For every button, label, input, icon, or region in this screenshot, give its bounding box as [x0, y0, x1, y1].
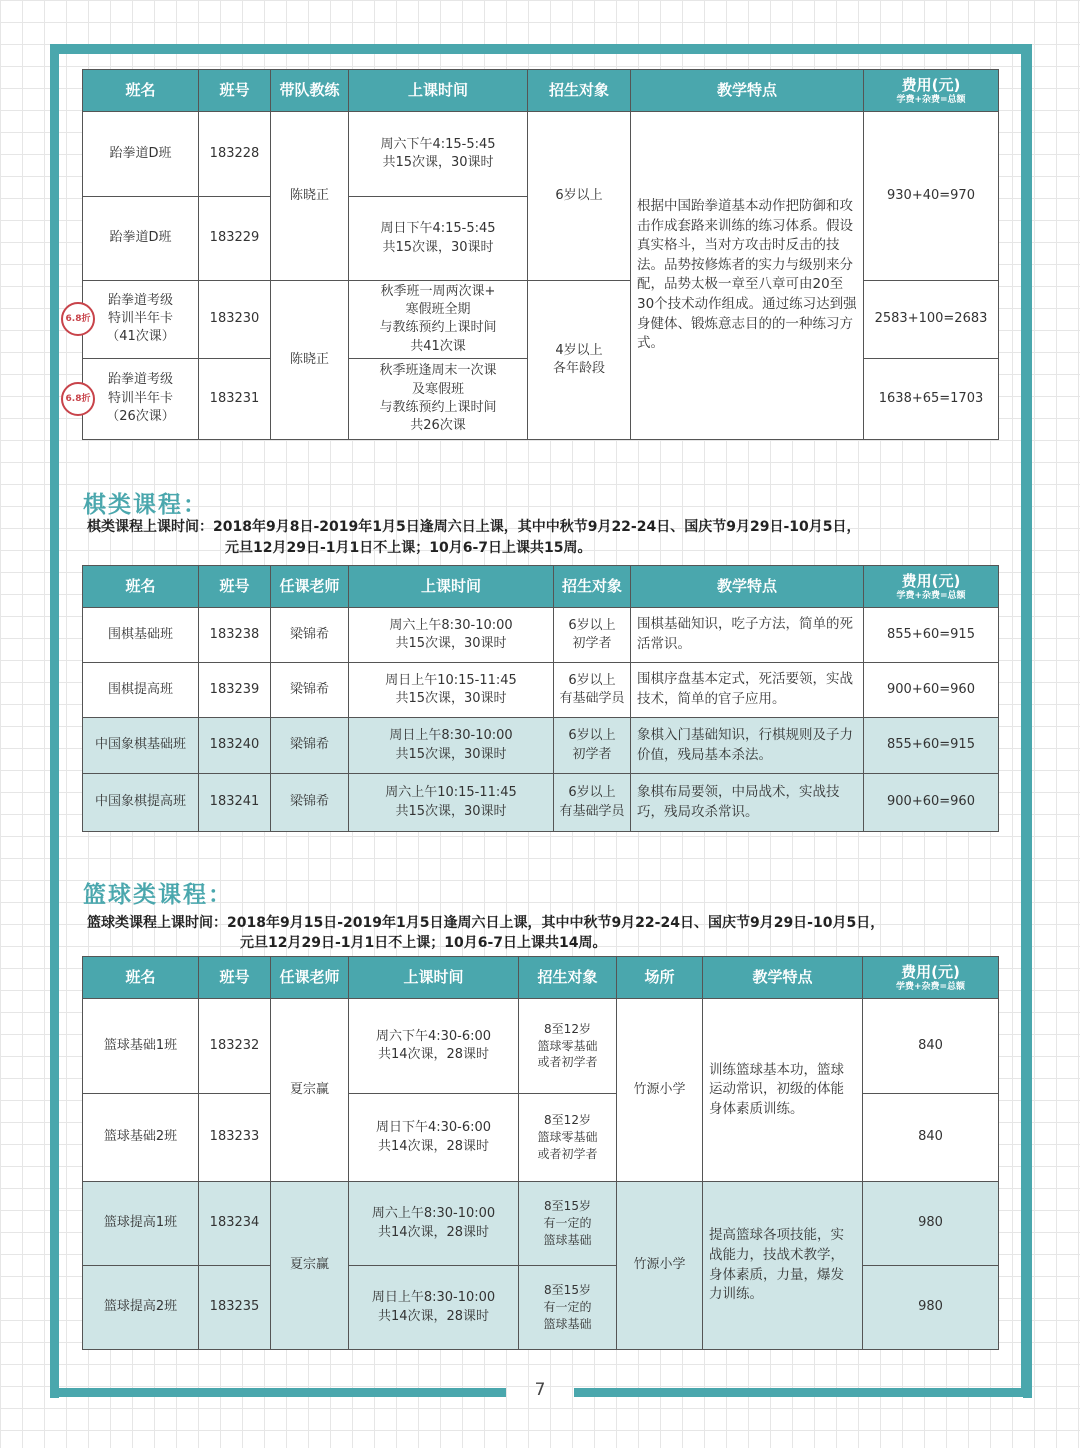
- basketball-note-line1: 篮球类课程上课时间：2018年9月15日-2019年1月5日逢周六日上课，其中中秋节9月22-24日、国庆节9月29日-10月5日，: [87, 915, 885, 931]
- header-cell-fee: [863, 957, 999, 999]
- time-line: 共14次课，28课时: [377, 1308, 490, 1324]
- time-line: 周六下午4:15-5:45: [380, 136, 496, 152]
- target-line: 8至15岁: [544, 1199, 591, 1214]
- class-name: 围棋提高班: [83, 663, 199, 718]
- target: [554, 718, 631, 774]
- class-time: [349, 718, 554, 774]
- fee-header-label: 费用(元): [901, 572, 961, 591]
- chess-note-line1: 棋类课程上课时间：2018年9月8日-2019年1月5日逢周六日上课，其中中秋节9月22-24日、国庆节9月29日-10月5日，: [87, 519, 861, 535]
- time-line: 共15次课，30课时: [395, 691, 507, 706]
- fee: 980: [863, 1182, 999, 1266]
- feature: 象棋入门基础知识，行棋规则及子力价值，残局基本杀法。: [631, 718, 864, 774]
- time-line: 共15次课，30课时: [395, 803, 507, 819]
- class-time: [349, 774, 554, 832]
- header-cell: 任课老师: [271, 957, 349, 999]
- class-name: 跆拳道D班: [83, 112, 199, 197]
- teacher: 梁锦希: [271, 718, 349, 774]
- class-name: 篮球基础2班: [83, 1094, 199, 1182]
- chess-section-title: 棋类课程：: [83, 492, 208, 518]
- target-line: 各年龄段: [552, 360, 605, 376]
- class-time: [349, 112, 528, 197]
- teacher: 夏宗赢: [271, 1182, 349, 1350]
- target-line: 篮球基础: [543, 1232, 592, 1247]
- fee: 930+40=970: [864, 112, 999, 281]
- target: [554, 774, 631, 832]
- target: [519, 1094, 617, 1182]
- target-line: 初学者: [572, 636, 612, 651]
- basketball-table: [82, 956, 999, 1350]
- fee: 840: [863, 1094, 999, 1182]
- time-line: 共14次课，28课时: [377, 1224, 490, 1240]
- class-time: [349, 358, 528, 439]
- time-line: 周日下午4:15-5:45: [380, 221, 496, 237]
- frame-bottom-right: [574, 1388, 1032, 1397]
- class-code: 183230: [199, 281, 271, 359]
- header-cell: 班名: [83, 566, 199, 608]
- target-line: 篮球零基础: [537, 1130, 598, 1145]
- header-cell: 招生对象: [554, 566, 631, 608]
- venue: 竹源小学: [617, 999, 703, 1182]
- target-line: 6岁以上: [568, 672, 616, 688]
- table-row: [83, 663, 999, 718]
- time-line: 周日上午8:30-10:00: [371, 1290, 496, 1306]
- header-cell: 上课时间: [349, 957, 519, 999]
- fee: 900+60=960: [864, 774, 999, 832]
- coach: 陈晓正: [271, 112, 349, 281]
- teacher: 梁锦希: [271, 608, 349, 663]
- header-cell: 班名: [83, 957, 199, 999]
- header-cell: 上课时间: [349, 566, 554, 608]
- target: 6岁以上: [528, 112, 631, 281]
- name-line: 特训半年卡: [107, 311, 173, 327]
- target: [519, 1266, 617, 1350]
- header-cell: 教学特点: [631, 566, 864, 608]
- target-line: 初学者: [572, 746, 612, 762]
- class-time: [349, 197, 528, 281]
- table-row: [83, 999, 999, 1094]
- time-line: 共15次课，30课时: [395, 746, 507, 762]
- name-line: （41次课）: [106, 329, 175, 345]
- feature: 根据中国跆拳道基本动作把防御和攻击作成套路来训练的练习体系。假设真实格斗，当对方攻击时反击的技法。品势按修炼者的实力与级别来分配，品势太极一章至八章可由20至30个技术动作组成。通过练习达到强身健体、锻炼意志目的的一种练习方式。: [631, 112, 864, 440]
- header-cell: 任课老师: [271, 566, 349, 608]
- header-cell: 带队教练: [271, 70, 349, 112]
- discount-stamp-icon: 6.8折: [61, 382, 95, 416]
- table-row: [83, 1182, 999, 1266]
- fee-header-sub: 学费+杂费=总额: [896, 95, 966, 106]
- table-header-row: [83, 566, 999, 608]
- target: [519, 1182, 617, 1266]
- fee-header-sub: 学费+杂费=总额: [895, 982, 966, 993]
- teacher: 梁锦希: [271, 774, 349, 832]
- target-line: 篮球零基础: [537, 1038, 598, 1053]
- fee-header-sub: 学费+杂费=总额: [896, 591, 966, 602]
- target-line: 或者初学者: [537, 1146, 598, 1161]
- class-name: 跆拳道D班: [83, 197, 199, 281]
- class-code: 183234: [199, 1182, 271, 1266]
- table-row: [83, 608, 999, 663]
- time-line: 寒假班全期: [405, 302, 471, 318]
- header-cell: 班号: [199, 70, 271, 112]
- class-code: 183231: [199, 358, 271, 439]
- target: [554, 608, 631, 663]
- time-line: 共41次课: [410, 338, 466, 354]
- table-header-row: [83, 957, 999, 999]
- class-name: 篮球提高1班: [83, 1182, 199, 1266]
- venue: 竹源小学: [617, 1182, 703, 1350]
- feature: 提高篮球各项技能，实战能力，技战术教学，身体素质，力量，爆发力训练。: [703, 1182, 863, 1350]
- class-name: 中国象棋提高班: [83, 774, 199, 832]
- target-line: 8至15岁: [544, 1283, 591, 1298]
- class-code: 183229: [199, 197, 271, 281]
- time-line: 与教练预约上课时间: [379, 320, 497, 336]
- class-time: [349, 608, 554, 663]
- teacher: 夏宗赢: [271, 999, 349, 1182]
- time-line: 共14次课，28课时: [377, 1138, 490, 1154]
- table-row: [83, 718, 999, 774]
- chess-table: [82, 565, 999, 832]
- name-line: 跆拳道考级: [107, 372, 173, 388]
- target-line: 有一定的: [543, 1300, 592, 1315]
- class-time: [349, 1094, 519, 1182]
- header-cell: 班号: [199, 566, 271, 608]
- page-number: 7: [534, 1380, 546, 1400]
- class-code: 183228: [199, 112, 271, 197]
- name-line: 特训半年卡: [107, 390, 173, 406]
- header-cell: 班名: [83, 70, 199, 112]
- fee: 855+60=915: [864, 718, 999, 774]
- class-name: 围棋基础班: [83, 608, 199, 663]
- time-line: 周六下午4:30-6:00: [375, 1028, 492, 1044]
- chess-note-line2: 元旦12月29日-1月1日不上课；10月6-7日上课共15周。: [225, 540, 592, 556]
- class-name: [65, 358, 199, 439]
- coach: 陈晓正: [271, 281, 349, 440]
- time-line: 秋季班逢周末一次课: [379, 363, 497, 379]
- class-code: 183239: [199, 663, 271, 718]
- teacher: 梁锦希: [271, 663, 349, 718]
- header-cell: 上课时间: [349, 70, 528, 112]
- taekwondo-table: [65, 69, 999, 440]
- time-line: 共26次课: [410, 417, 466, 433]
- time-line: 及寒假班: [411, 381, 464, 397]
- target-line: 或者初学者: [537, 1055, 598, 1070]
- target-line: 有基础学员: [559, 803, 625, 819]
- header-cell: 教学特点: [631, 70, 864, 112]
- frame-bottom-left: [50, 1388, 506, 1397]
- table-header-row: [83, 70, 999, 112]
- basketball-note-line2: 元旦12月29日-1月1日不上课；10月6-7日上课共14周。: [240, 935, 607, 951]
- class-name: 篮球提高2班: [83, 1266, 199, 1350]
- target: [528, 281, 631, 440]
- target-line: 4岁以上: [555, 342, 603, 358]
- class-code: 183235: [199, 1266, 271, 1350]
- time-line: 秋季班一周两次课+: [380, 284, 496, 299]
- target-line: 6岁以上: [568, 728, 616, 744]
- class-code: 183232: [199, 999, 271, 1094]
- target-line: 8至12岁: [544, 1113, 591, 1128]
- fee: 1638+65=1703: [864, 358, 999, 439]
- time-line: 周六上午10:15-11:45: [385, 785, 517, 801]
- table-row: [83, 112, 999, 197]
- time-line: 周日下午4:30-6:00: [375, 1120, 492, 1136]
- target-line: 有一定的: [543, 1216, 592, 1231]
- class-time: [349, 999, 519, 1094]
- fee: 900+60=960: [864, 663, 999, 718]
- target-line: 6岁以上: [568, 617, 616, 633]
- class-code: 183233: [199, 1094, 271, 1182]
- class-code: 183238: [199, 608, 271, 663]
- target-line: 有基础学员: [559, 691, 625, 706]
- class-time: [349, 1182, 519, 1266]
- fee: 855+60=915: [864, 608, 999, 663]
- feature: 训练篮球基本功，篮球运动常识，初级的体能身体素质训练。: [703, 999, 863, 1182]
- basketball-section-title: 篮球类课程：: [83, 882, 233, 908]
- fee: 2583+100=2683: [864, 281, 999, 359]
- feature: 围棋序盘基本定式，死活要领，实战技术，简单的官子应用。: [631, 663, 864, 718]
- time-line: 与教练预约上课时间: [379, 399, 497, 415]
- header-cell-fee: [864, 70, 999, 112]
- class-name: 篮球基础1班: [83, 999, 199, 1094]
- table-row: [83, 774, 999, 832]
- target-line: 8至12岁: [544, 1021, 591, 1036]
- class-code: 183241: [199, 774, 271, 832]
- target: [519, 999, 617, 1094]
- class-name: [65, 281, 199, 359]
- header-cell: 场所: [617, 957, 703, 999]
- discount-stamp-icon: 6.8折: [61, 302, 95, 336]
- header-cell-fee: [864, 566, 999, 608]
- time-line: 周六上午8:30-10:00: [371, 1206, 496, 1222]
- class-time: [349, 281, 528, 359]
- class-time: [349, 663, 554, 718]
- class-name: 中国象棋基础班: [83, 718, 199, 774]
- class-time: [349, 1266, 519, 1350]
- fee: 840: [863, 999, 999, 1094]
- time-line: 周六上午8:30-10:00: [389, 617, 513, 633]
- time-line: 共15次课，30课时: [395, 636, 507, 651]
- time-line: 周日上午10:15-11:45: [385, 672, 517, 688]
- time-line: 周日上午8:30-10:00: [389, 728, 513, 744]
- header-cell: 教学特点: [703, 957, 863, 999]
- target: [554, 663, 631, 718]
- name-line: （26次课）: [106, 408, 175, 424]
- time-line: 共15次课，30课时: [382, 239, 494, 255]
- time-line: 共14次课，28课时: [377, 1047, 490, 1062]
- header-cell: 招生对象: [528, 70, 631, 112]
- fee-header-label: 费用(元): [901, 76, 961, 95]
- name-line: 跆拳道考级: [107, 293, 173, 309]
- target-line: 6岁以上: [568, 785, 616, 801]
- target-line: 篮球基础: [543, 1316, 592, 1331]
- class-code: 183240: [199, 718, 271, 774]
- header-cell: 班号: [199, 957, 271, 999]
- fee: 980: [863, 1266, 999, 1350]
- feature: 围棋基础知识，吃子方法，简单的死活常识。: [631, 608, 864, 663]
- fee-header-label: 费用(元): [901, 963, 960, 982]
- feature: 象棋布局要领，中局战术，实战技巧，残局攻杀常识。: [631, 774, 864, 832]
- header-cell: 招生对象: [519, 957, 617, 999]
- time-line: 共15次课，30课时: [382, 155, 494, 170]
